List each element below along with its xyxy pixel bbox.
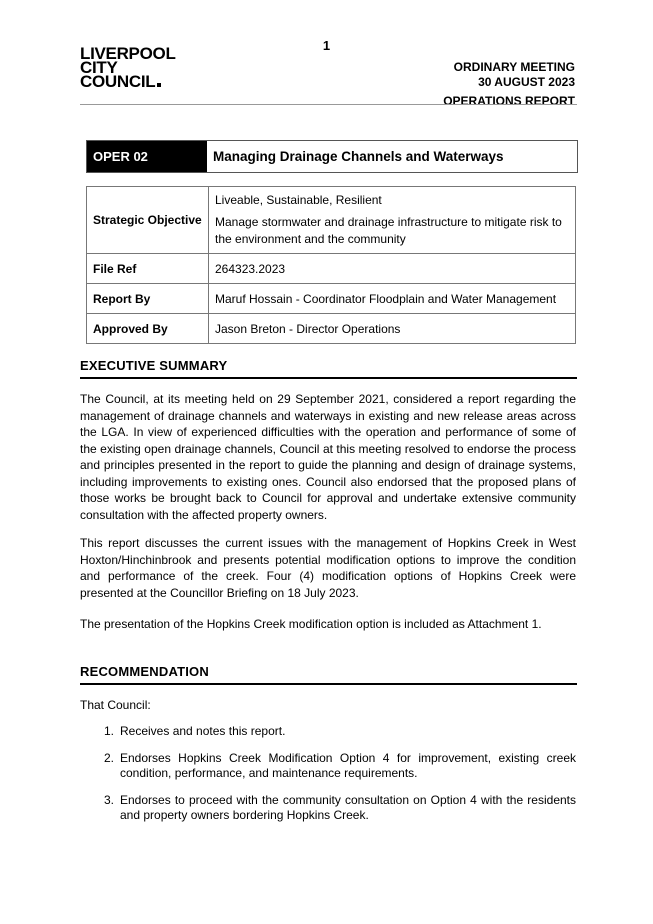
executive-summary-paragraph-2: This report discusses the current issues with the management of Hopkins Creek in West Hoxton/Hinchinbrook and presents potential modification options to improve the condition and performance of the creek. Four (4) modification options of Hopkins Creek were presented at the Councillor Briefing on 18 July 2023. [80, 536, 576, 600]
logo-line-3: COUNCIL [80, 75, 176, 89]
report-by-label: Report By [87, 284, 209, 314]
table-row [87, 254, 576, 284]
table-row [87, 284, 576, 314]
page-number: 1 [322, 38, 331, 53]
report-info-table [86, 186, 576, 344]
list-item-number: 1. [103, 724, 114, 738]
list-item-number: 3. [103, 793, 114, 807]
logo-dot-icon [157, 83, 161, 87]
report-title: Managing Drainage Channels and Waterways [213, 149, 504, 164]
meeting-type: ORDINARY MEETING [453, 60, 575, 74]
list-item-number: 2. [103, 751, 114, 765]
list-item-text: Endorses to proceed with the community consultation on Option 4 with the residents and property owners bordering Hopkins Creek. [120, 793, 576, 822]
list-item-text: Endorses Hopkins Creek Modification Option 4 for improvement, existing creek condition, performance, and maintenance requirements. [120, 751, 576, 780]
list-item [80, 724, 576, 739]
report-type: OPERATIONS REPORT [443, 94, 575, 108]
recommendation-intro: That Council: [80, 698, 151, 712]
report-title-box [86, 140, 578, 173]
strategic-objective-value [209, 187, 576, 254]
strategic-objective-label: Strategic Objective [87, 187, 209, 254]
report-by-value: Maruf Hossain - Coordinator Floodplain and Water Management [209, 284, 576, 314]
list-item [80, 793, 576, 823]
report-code: OPER 02 [87, 141, 207, 172]
meeting-date: 30 AUGUST 2023 [478, 75, 575, 89]
strategic-objective-line-1: Liveable, Sustainable, Resilient [215, 193, 382, 207]
approved-by-value: Jason Breton - Director Operations [209, 314, 576, 344]
recommendation-heading: RECOMMENDATION [80, 664, 577, 685]
table-row [87, 187, 576, 254]
file-ref-label: File Ref [87, 254, 209, 284]
logo-line-2: CITY [80, 58, 118, 77]
executive-summary-paragraph-1: The Council, at its meeting held on 29 September 2021, considered a report regarding the management of drainage channels and waterways in existing and new release areas across the LGA. In view of experienced difficulties with the operation and performance of some of the existing open drainage channels, Council at this meeting resolved to endorse the process and principles presented in the report to guide the planning and design of drainage systems, including improvements to existing ones. Council also endorsed that the proposed plans of those works be brought back to Council for approval and undertake extensive community consultation with the affected property owners. [80, 392, 576, 522]
logo-line-1: LIVERPOOL [80, 44, 176, 63]
recommendation-list [80, 724, 576, 835]
table-row [87, 314, 576, 344]
file-ref-value: 264323.2023 [209, 254, 576, 284]
executive-summary-paragraph-3: The presentation of the Hopkins Creek modification option is included as Attachment 1. [80, 617, 542, 631]
council-logo [80, 44, 176, 91]
list-item [80, 751, 576, 781]
header-divider [80, 104, 577, 105]
meeting-header [443, 60, 575, 109]
strategic-objective-line-2: Manage stormwater and drainage infrastructure to mitigate risk to the environment and the community [215, 215, 562, 246]
list-item-text: Receives and notes this report. [120, 724, 286, 738]
approved-by-label: Approved By [87, 314, 209, 344]
executive-summary-heading: EXECUTIVE SUMMARY [80, 358, 577, 379]
